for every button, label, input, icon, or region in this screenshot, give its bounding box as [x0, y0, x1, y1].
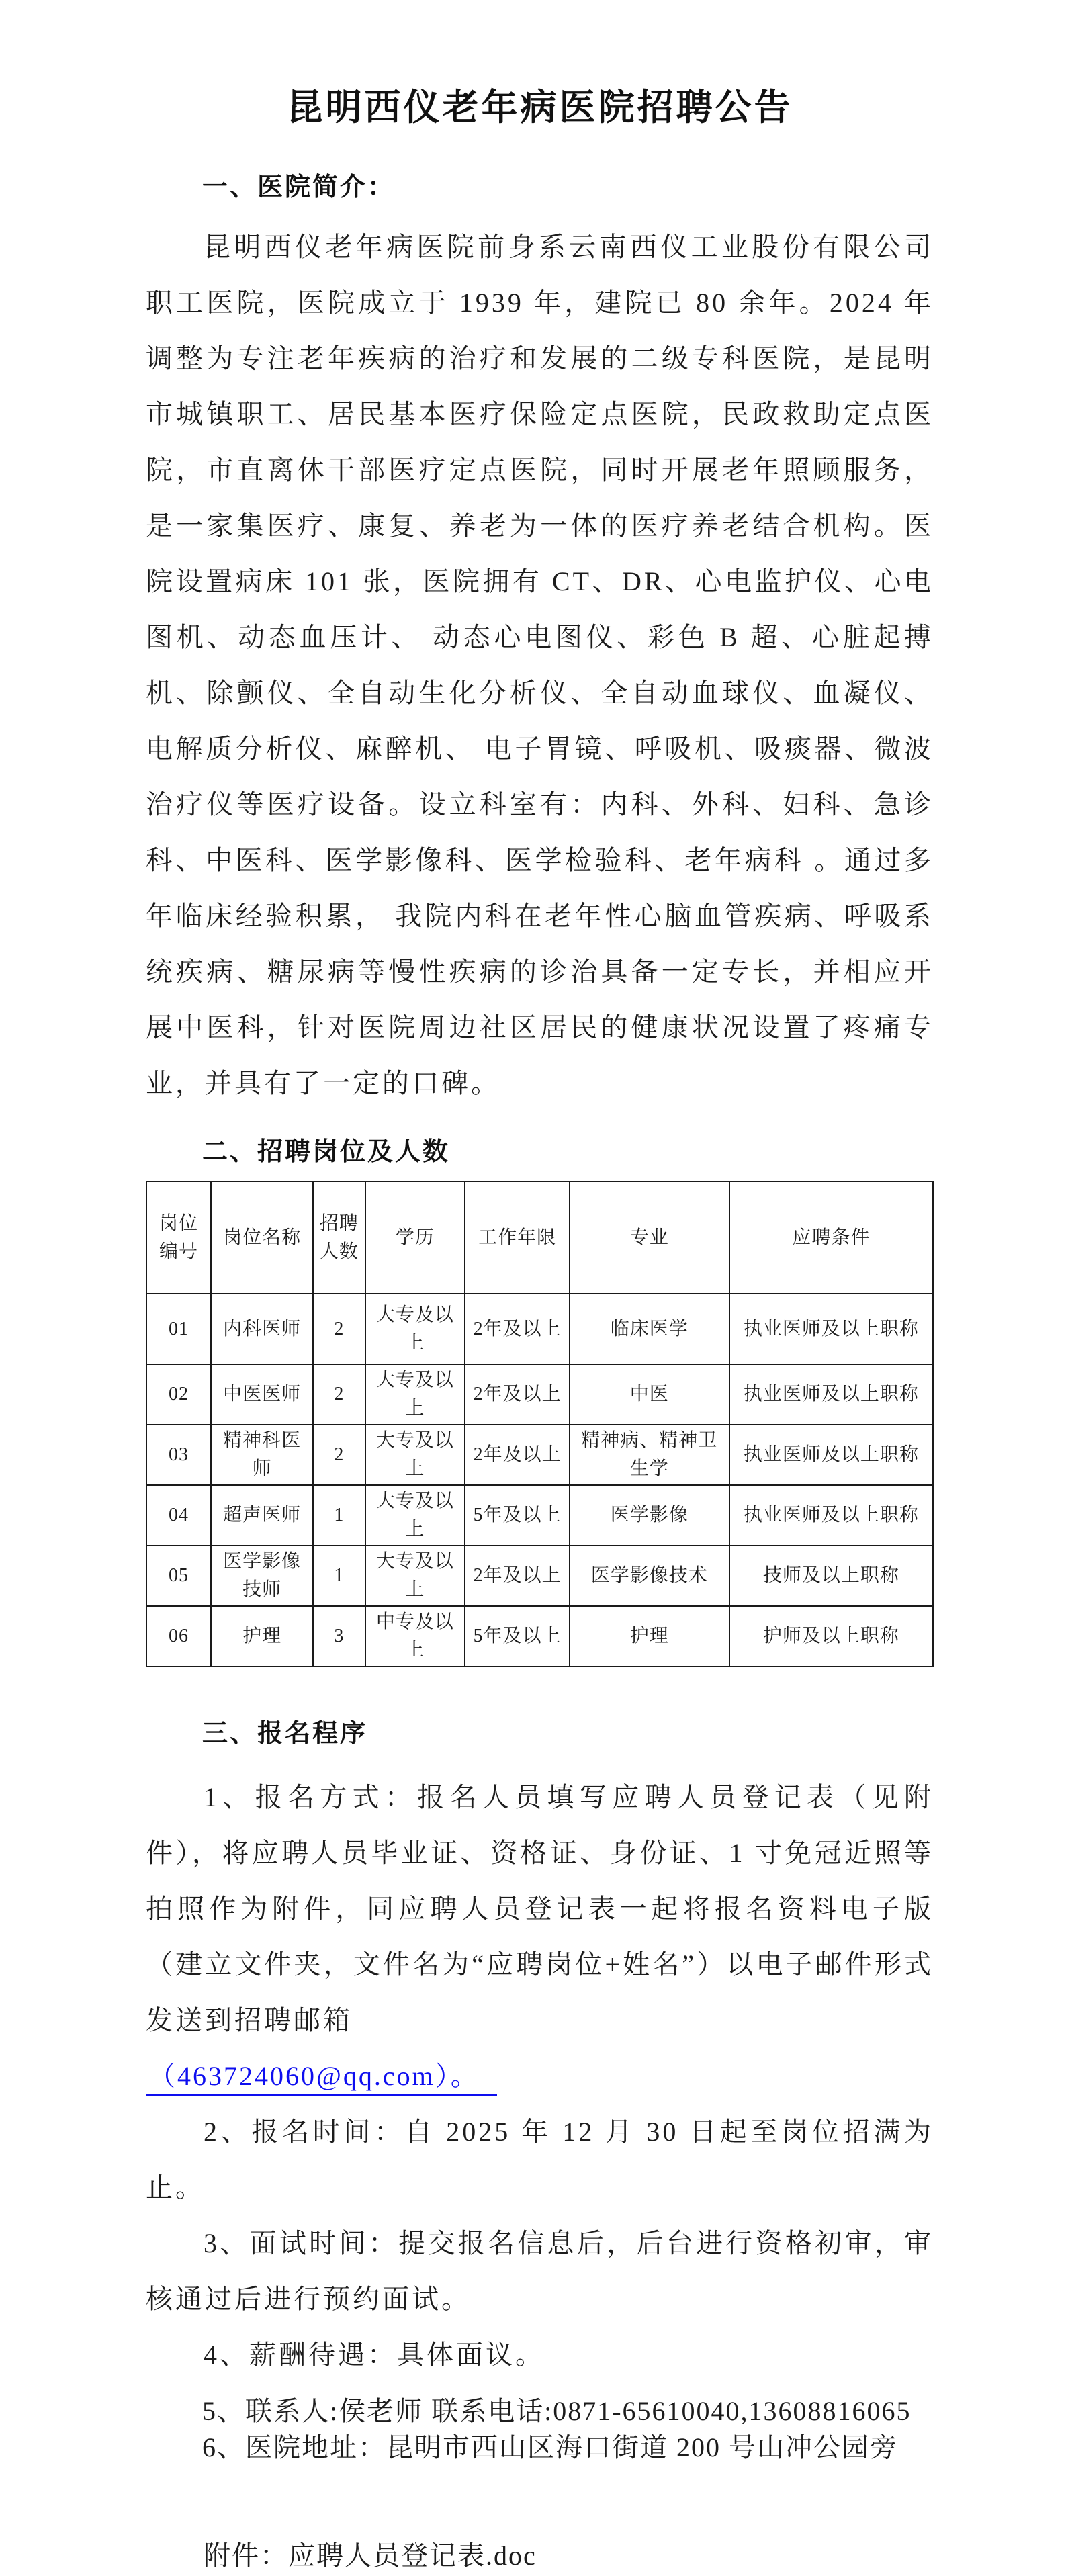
column-header: 岗位名称	[211, 1182, 313, 1294]
table-cell: 执业医师及以上职称	[729, 1364, 933, 1425]
column-header: 应聘条件	[729, 1182, 933, 1294]
intro-heading: 一、医院简介：	[202, 173, 396, 202]
procedure-item-3: 3、面试时间：提交报名信息后，后台进行资格初审，审核通过后进行预约面试。	[146, 2228, 934, 2314]
table-cell: 医学影像技师	[211, 1546, 313, 1606]
table-cell: 执业医师及以上职称	[729, 1294, 933, 1364]
table-header-row	[146, 1182, 933, 1294]
table-cell: 医学影像	[570, 1485, 729, 1546]
table-cell: 1	[313, 1485, 365, 1546]
table-cell: 1	[313, 1546, 365, 1606]
table-cell: 护师及以上职称	[729, 1606, 933, 1667]
table-cell: 2	[313, 1425, 365, 1485]
table-cell: 03	[146, 1425, 211, 1485]
table-cell: 精神病、精神卫生学	[570, 1425, 729, 1485]
table-cell: 2	[313, 1364, 365, 1425]
table-cell: 超声医师	[211, 1485, 313, 1546]
section-positions	[146, 1134, 934, 1667]
table-cell: 2年及以上	[465, 1425, 570, 1485]
email-link[interactable]: （463724060@qq.com）。	[146, 2061, 497, 2096]
table-cell: 中医医师	[211, 1364, 313, 1425]
column-header: 岗位编号	[146, 1182, 211, 1294]
table-cell: 06	[146, 1606, 211, 1667]
procedure-item-2: 2、报名时间：自 2025 年 12 月 30 日起至岗位招满为止。	[146, 2117, 934, 2203]
table-row	[146, 1425, 933, 1485]
procedure-item-6-address: 6、医院地址：昆明市西山区海口街道 200 号山冲公园旁	[202, 2432, 898, 2462]
table-row	[146, 1294, 933, 1364]
table-cell: 大专及以上	[365, 1294, 465, 1364]
table-cell: 5年及以上	[465, 1485, 570, 1546]
table-cell: 中专及以上	[365, 1606, 465, 1667]
table-cell: 护理	[211, 1606, 313, 1667]
table-cell: 护理	[570, 1606, 729, 1667]
column-header: 工作年限	[465, 1182, 570, 1294]
table-cell: 04	[146, 1485, 211, 1546]
table-cell: 01	[146, 1294, 211, 1364]
intro-paragraph: 昆明西仪老年病医院前身系云南西仪工业股份有限公司职工医院，医院成立于 1939 年，建院已 80 余年。2024 年调整为专注老年疾病的治疗和发展的二级专科医院，是昆明市城镇职工、居民基本医疗保险定点医院，民政救助定点医院，市直离休干部医疗定点医院，同时开展老年照顾服务，是一家集医疗、康复、养老为一体的医疗养老结合机构。医院设置病床 101 张，医院拥有 CT、DR、心电监护仪、心电图机、动态血压计、 动态心电图仪、彩色 B 超、心脏起搏机、除颤仪、全自动生化分析仪、全自动血球仪、血凝仪、电解质分析仪、麻醉机、 电子胃镜、呼吸机、吸痰器、微波治疗仪等医疗设备。设立科室有：内科、外科、妇科、急诊科、中医科、医学影像科、医学检验科、老年病科 。通过多年临床经验积累， 我院内科在老年性心脑血管疾病、呼吸系统疾病、糖尿病等慢性疾病的诊治具备一定专长，并相应开展中医科，针对医院周边社区居民的健康状况设置了疼痛专业，并具有了一定的口碑。	[146, 232, 934, 1098]
table-cell: 执业医师及以上职称	[729, 1485, 933, 1546]
table-cell: 2	[313, 1294, 365, 1364]
table-cell: 2年及以上	[465, 1546, 570, 1606]
table-cell: 中医	[570, 1364, 729, 1425]
procedure-item-5-contact: 5、联系人:侯老师 联系电话:0871-65610040,13608816065	[202, 2396, 912, 2426]
section-application-procedure	[146, 1716, 934, 2466]
table-row	[146, 1546, 933, 1606]
positions-heading: 二、招聘岗位及人数	[202, 1138, 451, 1166]
table-cell: 大专及以上	[365, 1485, 465, 1546]
table-cell: 2年及以上	[465, 1294, 570, 1364]
attachment-note: 附件：应聘人员登记表.doc	[204, 2540, 537, 2571]
column-header: 专业	[570, 1182, 729, 1294]
positions-table	[146, 1181, 934, 1667]
table-cell: 2年及以上	[465, 1364, 570, 1425]
table-row	[146, 1364, 933, 1425]
table-cell: 执业医师及以上职称	[729, 1425, 933, 1485]
table-cell: 3	[313, 1606, 365, 1667]
table-cell: 05	[146, 1546, 211, 1606]
table-cell: 技师及以上职称	[729, 1546, 933, 1606]
table-cell: 精神科医师	[211, 1425, 313, 1485]
procedure-item-1: 1、报名方式：报名人员填写应聘人员登记表（见附件），将应聘人员毕业证、资格证、身份证、1 寸免冠近照等拍照作为附件，同应聘人员登记表一起将报名资料电子版（建立文件夹，文件名为“应聘岗位+姓名”）以电子邮件形式发送到招聘邮箱	[146, 1782, 934, 2035]
table-cell: 内科医师	[211, 1294, 313, 1364]
contact-block	[146, 2393, 934, 2466]
table-row	[146, 1485, 933, 1546]
table-row	[146, 1606, 933, 1667]
email-link-line	[146, 2048, 934, 2104]
procedure-heading: 三、报名程序	[202, 1720, 368, 1748]
page-title: 昆明西仪老年病医院招聘公告	[286, 87, 793, 128]
table-cell: 大专及以上	[365, 1546, 465, 1606]
column-header: 招聘人数	[313, 1182, 365, 1294]
column-header: 学历	[365, 1182, 465, 1294]
table-cell: 5年及以上	[465, 1606, 570, 1667]
table-cell: 医学影像技术	[570, 1546, 729, 1606]
procedure-item-4: 4、薪酬待遇：具体面议。	[204, 2340, 545, 2370]
table-cell: 临床医学	[570, 1294, 729, 1364]
table-cell: 大专及以上	[365, 1425, 465, 1485]
table-cell: 大专及以上	[365, 1364, 465, 1425]
table-cell: 02	[146, 1364, 211, 1425]
section-hospital-intro	[146, 169, 934, 1111]
